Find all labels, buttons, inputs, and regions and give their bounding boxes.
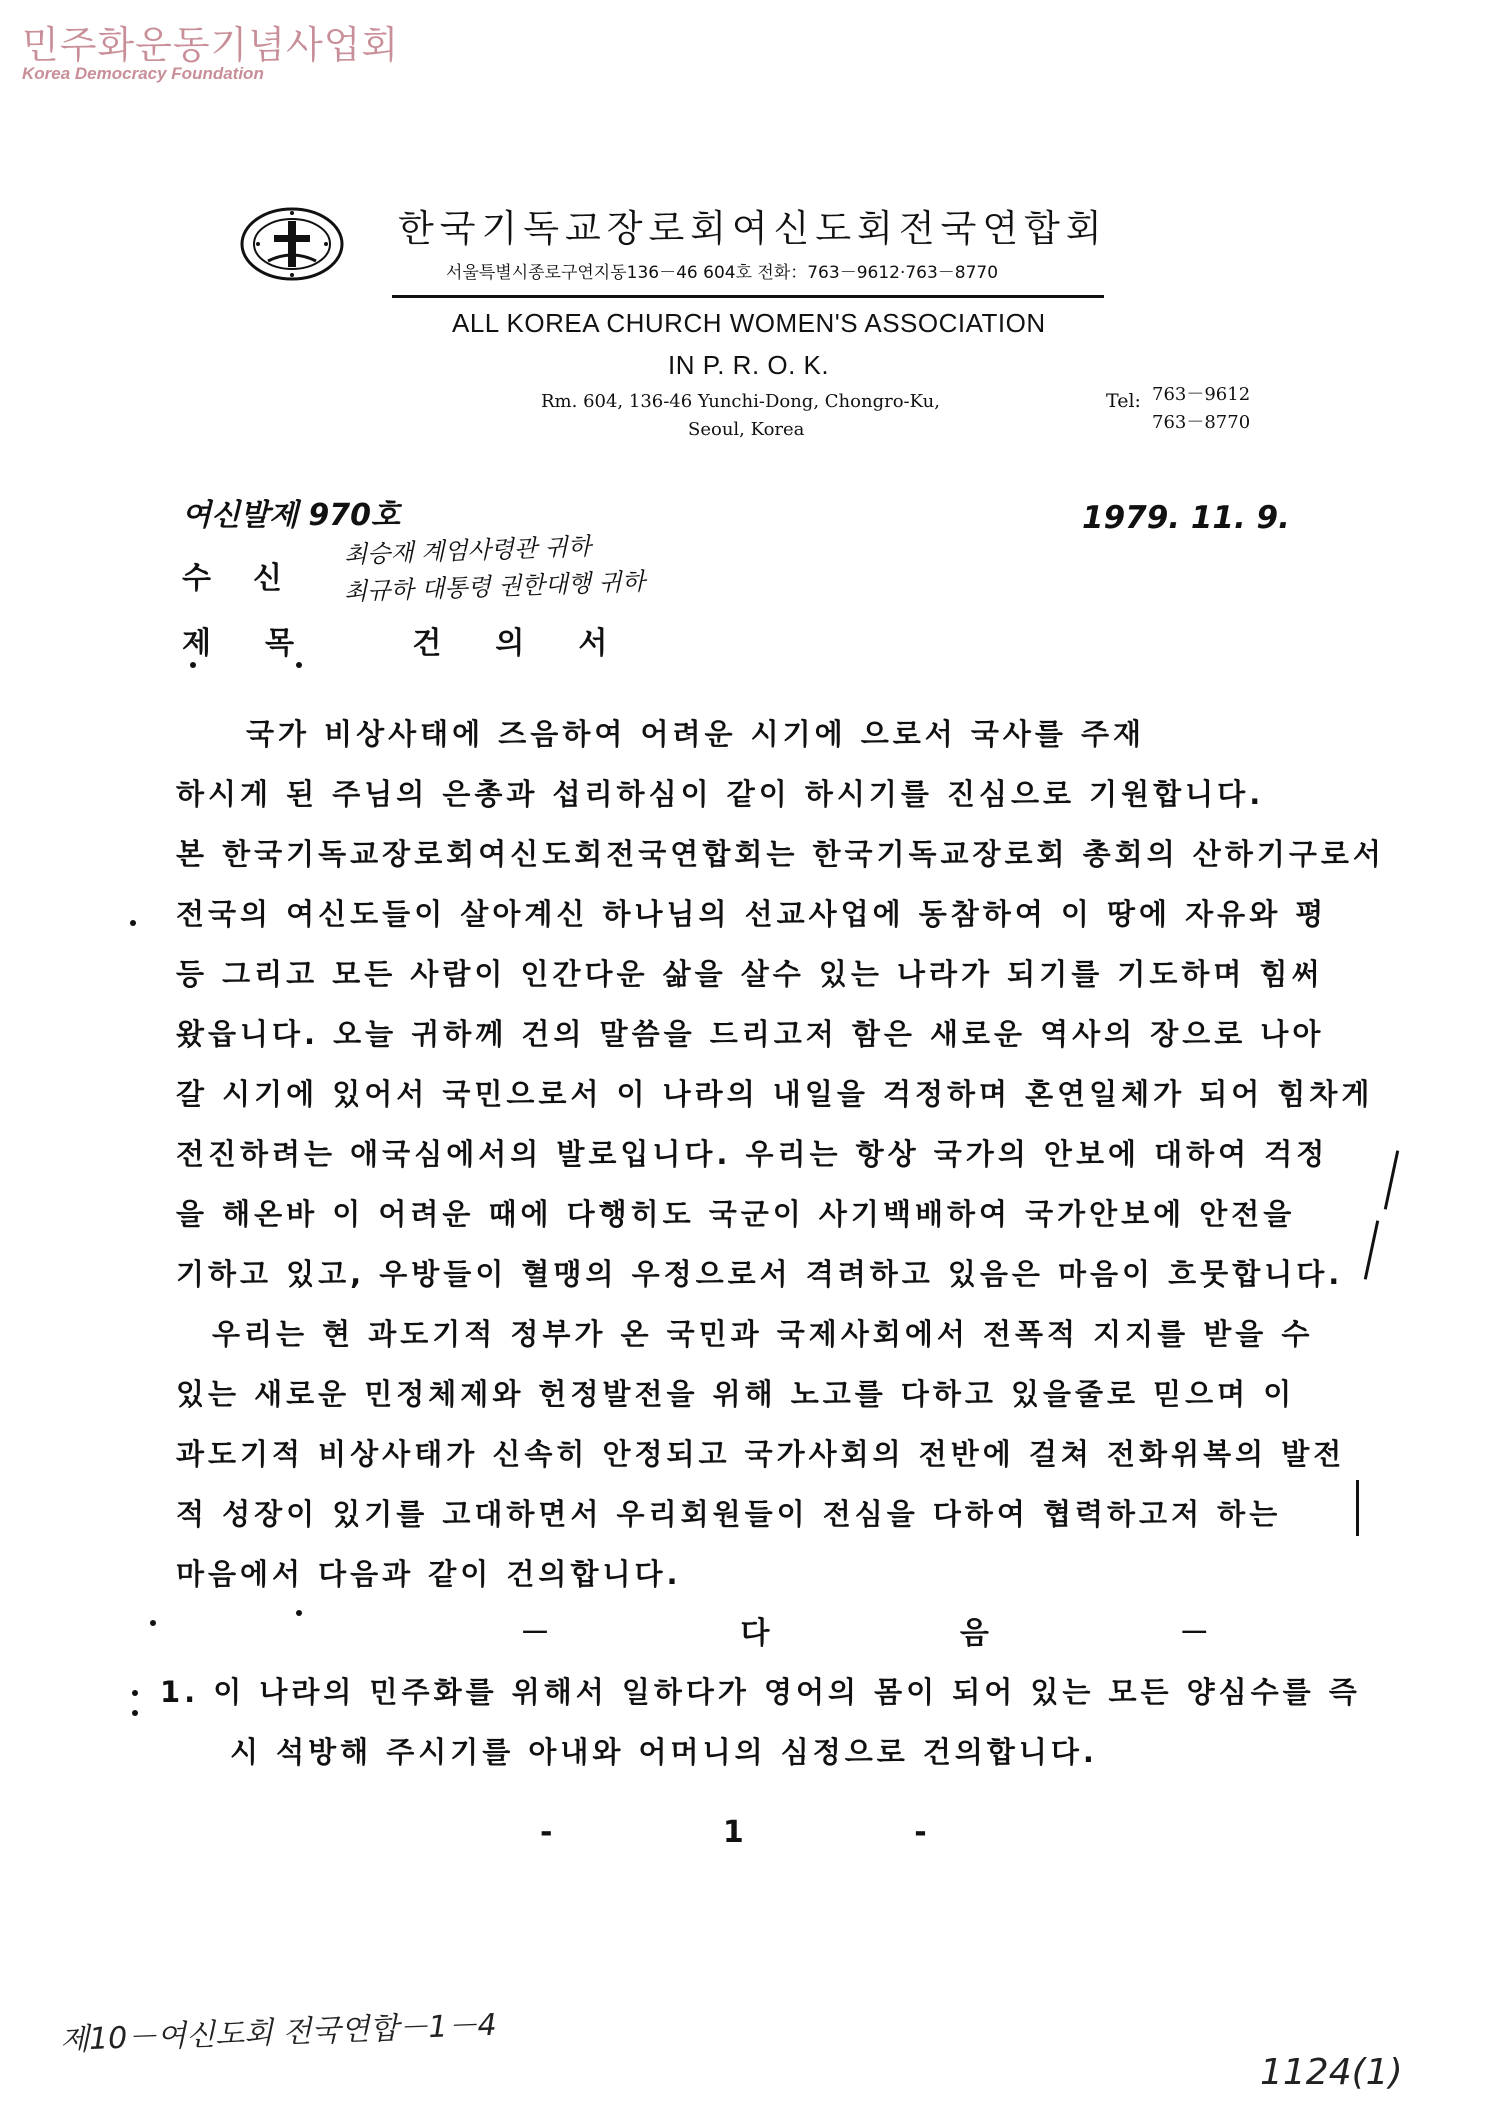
- body-line: 본 한국기독교장로회여신도회전국연합회는 한국기독교장로회 총회의 산하기구로서: [176, 837, 1385, 871]
- margin-mark: [1384, 1150, 1399, 1209]
- body-line: 마음에서 다음과 같이 건의합니다.: [176, 1557, 682, 1591]
- scan-speck: [132, 1690, 138, 1696]
- margin-mark: [1364, 1220, 1379, 1279]
- org-name-korean: 한국기독교장로회여신도회전국연합회: [398, 207, 1108, 250]
- separator-heading: － 다 음 －: [520, 1616, 1300, 1651]
- org-name-english-line1: ALL KOREA CHURCH WOMEN'S ASSOCIATION: [452, 308, 1046, 338]
- address-korean: 서울특별시종로구연지동136－46 604호 전화：763－9612·763－8770: [446, 263, 999, 283]
- page-number: - 1 -: [540, 1815, 1007, 1850]
- body-line: 전진하려는 애국심에서의 발로입니다. 우리는 항상 국가의 안보에 대하여 걱정: [176, 1137, 1329, 1171]
- document-number: 여신발제 970호: [182, 498, 400, 533]
- body-line: 우리는 현 과도기적 정부가 온 국민과 국제사회에서 전폭적 지지를 받을 수: [212, 1317, 1314, 1351]
- tel-number-1: 763－9612: [1152, 384, 1251, 405]
- address-english-line1: Rm. 604, 136-46 Yunchi-Dong, Chongro-Ku,: [541, 391, 940, 412]
- margin-mark: [1356, 1480, 1359, 1536]
- body-line: 국가 비상사태에 즈음하여 어려운 시기에 으로서 국사를 주재: [246, 717, 1146, 751]
- body-line: 하시게 된 주님의 은총과 섭리하심이 같이 하시기를 진심으로 기원합니다.: [176, 777, 1265, 811]
- tel-number-2: 763－8770: [1152, 412, 1251, 433]
- body-line: 있는 새로운 민정체제와 헌정발전을 위해 노고를 다하고 있을줄로 믿으며 이: [176, 1377, 1296, 1411]
- recipient-handwritten-2: 최규하 대통령 권한대행 귀하: [343, 567, 646, 606]
- body-line: 전국의 여신도들이 살아계신 하나님의 선교사업에 동참하여 이 땅에 자유와 평: [176, 897, 1328, 931]
- body-line: 을 해온바 이 어려운 때에 다행히도 국군이 사기백배하여 국가안보에 안전을: [176, 1197, 1296, 1231]
- watermark-english: Korea Democracy Foundation: [22, 64, 264, 83]
- archive-note-left: 제10－여신도회 전국연합－1－4: [59, 2007, 498, 2058]
- recipient-label: 수신: [182, 561, 324, 596]
- list-item-1-line1: 1. 이 나라의 민주화를 위해서 일하다가 영어의 몸이 되어 있는 모든 양심수를 즉: [160, 1675, 1361, 1709]
- body-line: 갈 시기에 있어서 국민으로서 이 나라의 내일을 걱정하며 혼연일체가 되어 힘차게: [176, 1077, 1374, 1111]
- org-name-english-line2: IN P. R. O. K.: [668, 350, 830, 380]
- archive-note-right: 1124(1): [1260, 2052, 1403, 2093]
- watermark-korean: 민주화운동기념사업회: [22, 23, 400, 67]
- church-seal-icon: [238, 205, 346, 283]
- scan-speck: [150, 1620, 156, 1626]
- body-line: 왔읍니다. 오늘 귀하께 건의 말씀을 드리고저 함은 새로운 역사의 장으로 나아: [176, 1017, 1325, 1051]
- letter-date: 1979. 11. 9.: [1082, 500, 1290, 536]
- body-line: 기하고 있고, 우방들이 혈맹의 우정으로서 격려하고 있음은 마음이 흐뭇합니다.: [176, 1257, 1344, 1291]
- tel-label: Tel:: [1106, 390, 1141, 412]
- scan-speck: [132, 1710, 138, 1716]
- letterhead-rule: [392, 295, 1104, 298]
- list-item-1-line2: 시 석방해 주시기를 아내와 어머니의 심정으로 건의합니다.: [230, 1735, 1098, 1769]
- scan-speck: [190, 662, 196, 668]
- scan-speck: [296, 662, 302, 668]
- body-line: 적 성장이 있기를 고대하면서 우리회원들이 전심을 다하여 협력하고저 하는: [176, 1497, 1282, 1531]
- subject-line: 제목 건의서: [182, 626, 662, 661]
- scan-speck: [296, 1610, 302, 1616]
- scan-speck: [130, 920, 136, 926]
- recipient-handwritten-1: 최승재 계엄사령관 귀하: [343, 532, 592, 569]
- body-line: 과도기적 비상사태가 신속히 안정되고 국가사회의 전반에 걸쳐 전화위복의 발전: [176, 1437, 1346, 1471]
- address-english-line2: Seoul, Korea: [688, 419, 805, 440]
- body-line: 등 그리고 모든 사람이 인간다운 삶을 살수 있는 나라가 되기를 기도하며 힘써: [176, 957, 1324, 991]
